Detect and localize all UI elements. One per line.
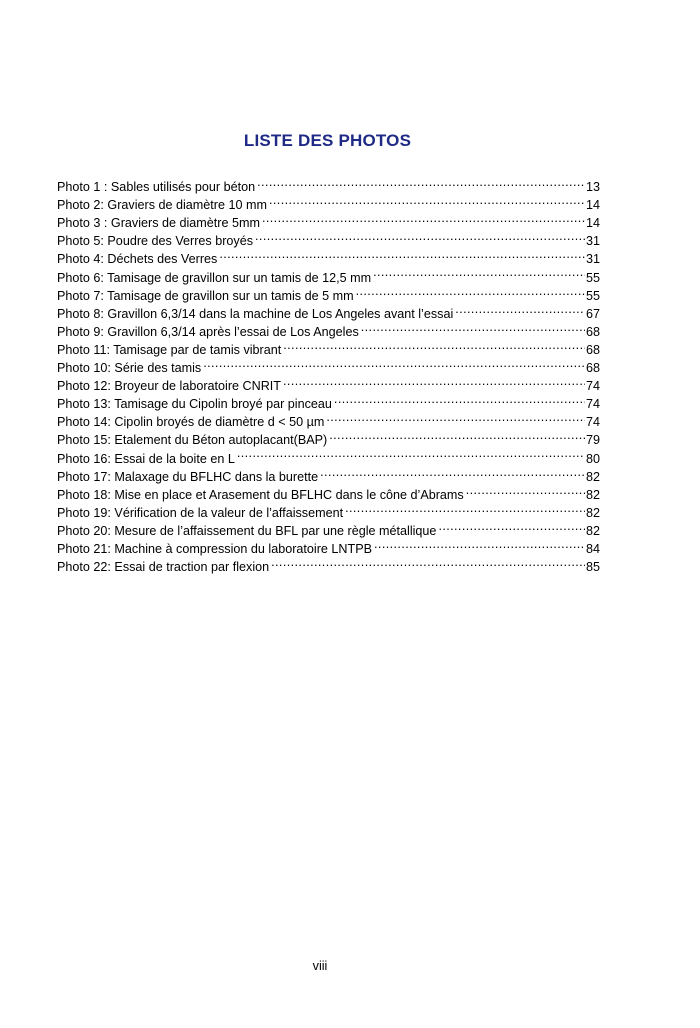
entry-page-number: 68 xyxy=(585,342,600,357)
dot-leader xyxy=(374,535,585,553)
dot-leader xyxy=(219,245,585,263)
entry-label: Photo 3 : Graviers de diamètre 5mm xyxy=(57,216,260,231)
entry-label: Photo 9: Gravillon 6,3/14 après l’essai de Los Angeles xyxy=(57,324,359,339)
entry-page-number: 14 xyxy=(585,216,600,231)
entry-page-number: 82 xyxy=(585,487,600,502)
dot-leader xyxy=(262,209,585,227)
dot-leader xyxy=(334,390,585,408)
entry-label: Photo 10: Série des tamis xyxy=(57,361,202,376)
entry-page-number: 79 xyxy=(585,433,600,448)
entry-page-number: 13 xyxy=(585,180,600,195)
dot-leader xyxy=(345,499,585,517)
dot-leader xyxy=(203,354,585,372)
dot-leader xyxy=(329,426,585,444)
entry-page-number: 74 xyxy=(585,397,600,412)
entry-label: Photo 2: Graviers de diamètre 10 mm xyxy=(57,198,267,213)
entry-label: Photo 22: Essai de traction par flexion xyxy=(57,560,270,575)
dot-leader xyxy=(257,173,585,191)
entry-page-number: 68 xyxy=(585,361,600,376)
entry-label: Photo 5: Poudre des Verres broyés xyxy=(57,234,254,249)
entry-label: Photo 21: Machine à compression du laboratoire LNTPB xyxy=(57,541,373,556)
entry-label: Photo 18: Mise en place et Arasement du BFLHC dans le cône d’Abrams xyxy=(57,487,464,502)
footer-page-number: viii xyxy=(312,959,328,973)
entry-page-number: 31 xyxy=(585,252,600,267)
entry-label: Photo 11: Tamisage par de tamis vibrant xyxy=(57,342,282,357)
entry-label: Photo 6: Tamisage de gravillon sur un tamis de 12,5 mm xyxy=(57,270,372,285)
dot-leader xyxy=(373,263,585,281)
page-title: LISTE DES PHOTOS xyxy=(243,131,412,151)
entry-label: Photo 14: Cipolin broyés de diamètre d < 50 µm xyxy=(57,415,325,430)
dot-leader xyxy=(356,282,585,300)
entry-page-number: 68 xyxy=(585,324,600,339)
dot-leader xyxy=(438,517,585,535)
dot-leader xyxy=(466,481,585,499)
entry-page-number: 74 xyxy=(585,415,600,430)
entry-label: Photo 8: Gravillon 6,3/14 dans la machine de Los Angeles avant l’essai xyxy=(57,306,454,321)
entry-page-number: 55 xyxy=(585,288,600,303)
entry-label: Photo 19: Vérification de la valeur de l’affaissement xyxy=(57,505,344,520)
entry-page-number: 82 xyxy=(585,505,600,520)
entry-page-number: 84 xyxy=(585,541,600,556)
dot-leader xyxy=(320,463,585,481)
list-item[interactable] xyxy=(57,173,600,195)
entry-label: Photo 1 : Sables utilisés pour béton xyxy=(57,180,256,195)
entry-page-number: 74 xyxy=(585,379,600,394)
entry-label: Photo 7: Tamisage de gravillon sur un tamis de 5 mm xyxy=(57,288,354,303)
dot-leader xyxy=(455,300,585,318)
entry-label: Photo 20: Mesure de l’affaissement du BFL par une règle métallique xyxy=(57,523,437,538)
dot-leader xyxy=(269,191,585,209)
dot-leader xyxy=(361,318,585,336)
entry-page-number: 14 xyxy=(585,198,600,213)
dot-leader xyxy=(255,227,585,245)
dot-leader xyxy=(283,336,585,354)
dot-leader xyxy=(237,444,585,462)
entry-label: Photo 13: Tamisage du Cipolin broyé par pinceau xyxy=(57,397,332,412)
entry-label: Photo 4: Déchets des Verres xyxy=(57,252,218,267)
entry-label: Photo 12: Broyeur de laboratoire CNRIT xyxy=(57,379,282,394)
entry-page-number: 82 xyxy=(585,523,600,538)
dot-leader xyxy=(326,408,585,426)
entry-label: Photo 16: Essai de la boite en L xyxy=(57,451,235,466)
entry-page-number: 82 xyxy=(585,469,600,484)
dot-leader xyxy=(283,372,585,390)
dot-leader xyxy=(271,553,585,571)
entry-page-number: 67 xyxy=(585,306,600,321)
entry-label: Photo 17: Malaxage du BFLHC dans la burette xyxy=(57,469,319,484)
entry-page-number: 85 xyxy=(585,560,600,575)
entry-page-number: 80 xyxy=(585,451,600,466)
photo-list xyxy=(57,173,600,575)
entry-page-number: 31 xyxy=(585,234,600,249)
entry-label: Photo 15: Etalement du Béton autoplacant(BAP) xyxy=(57,433,328,448)
entry-page-number: 55 xyxy=(585,270,600,285)
